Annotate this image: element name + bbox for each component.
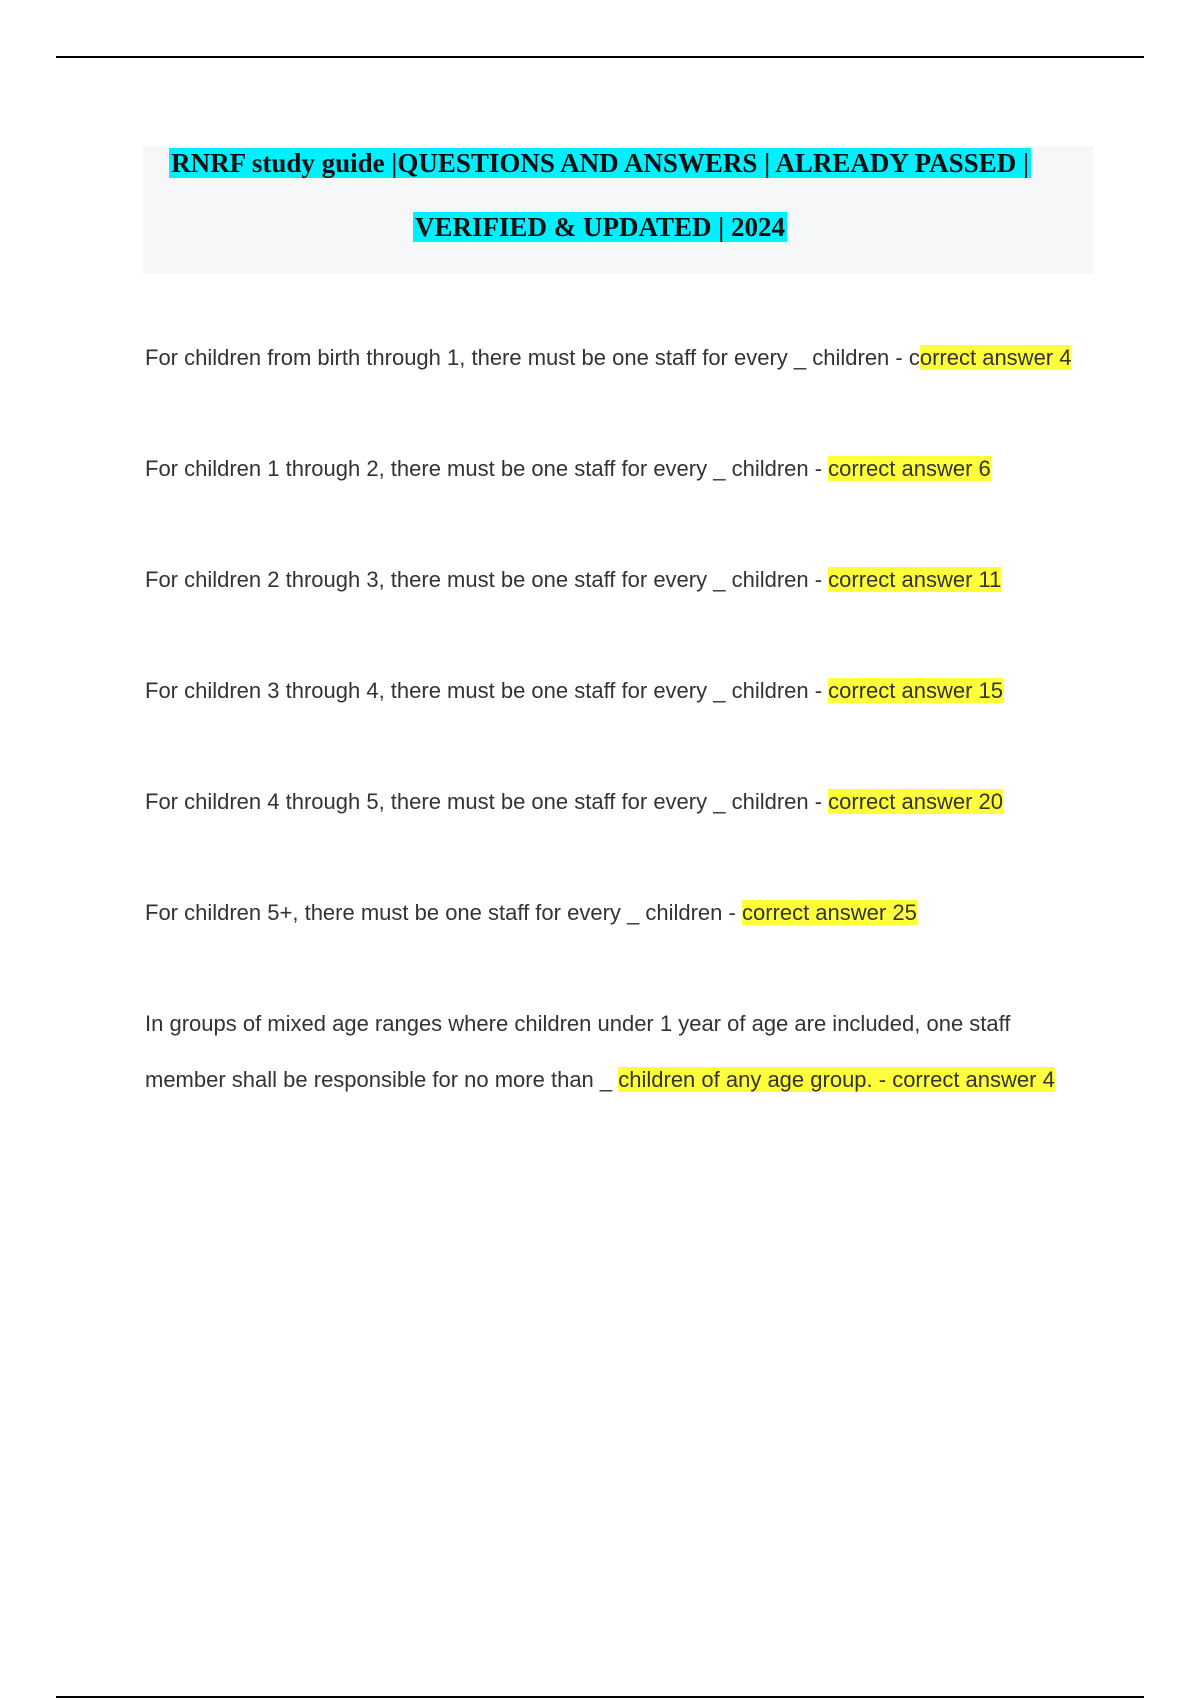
- answer-text: children of any age group. - correct answer 4: [618, 1067, 1055, 1092]
- answer-text: correct answer 15: [828, 678, 1004, 703]
- title-line-1: [0, 146, 1200, 180]
- question-text: For children 2 through 3, there must be one staff for every _ children -: [145, 567, 829, 592]
- title-line-1-text: RNRF study guide |QUESTIONS AND ANSWERS | ALREADY PASSED |: [171, 148, 1029, 178]
- question-text: In groups of mixed age ranges where children under 1 year of age are included, one staff member shall be responsible for no more than _: [145, 1011, 1011, 1092]
- qa-item-2: [145, 441, 1090, 497]
- question-text: For children from birth through 1, there must be one staff for every _ children - c: [145, 345, 920, 370]
- answer-text: orrect answer 4: [919, 345, 1072, 370]
- title-line-2-text: VERIFIED & UPDATED | 2024: [415, 212, 785, 242]
- qa-list: [145, 330, 1090, 1163]
- qa-item-4: [145, 663, 1090, 719]
- question-text: For children 3 through 4, there must be one staff for every _ children -: [145, 678, 829, 703]
- question-text: For children 4 through 5, there must be one staff for every _ children -: [145, 789, 829, 814]
- answer-text: correct answer 6: [828, 456, 991, 481]
- question-text: For children 1 through 2, there must be one staff for every _ children -: [145, 456, 829, 481]
- qa-item-3: [145, 552, 1090, 608]
- answer-text: correct answer 11: [828, 567, 1002, 592]
- qa-item-6: [145, 885, 1090, 941]
- answer-text: correct answer 20: [828, 789, 1004, 814]
- qa-item-5: [145, 774, 1090, 830]
- qa-item-7: [145, 996, 1090, 1108]
- footer-rule: [56, 1696, 1144, 1698]
- question-text: For children 5+, there must be one staff for every _ children -: [145, 900, 742, 925]
- title-line-2: [0, 210, 1200, 244]
- answer-text: correct answer 25: [741, 900, 917, 925]
- qa-item-1: [145, 330, 1090, 386]
- header-rule: [56, 56, 1144, 58]
